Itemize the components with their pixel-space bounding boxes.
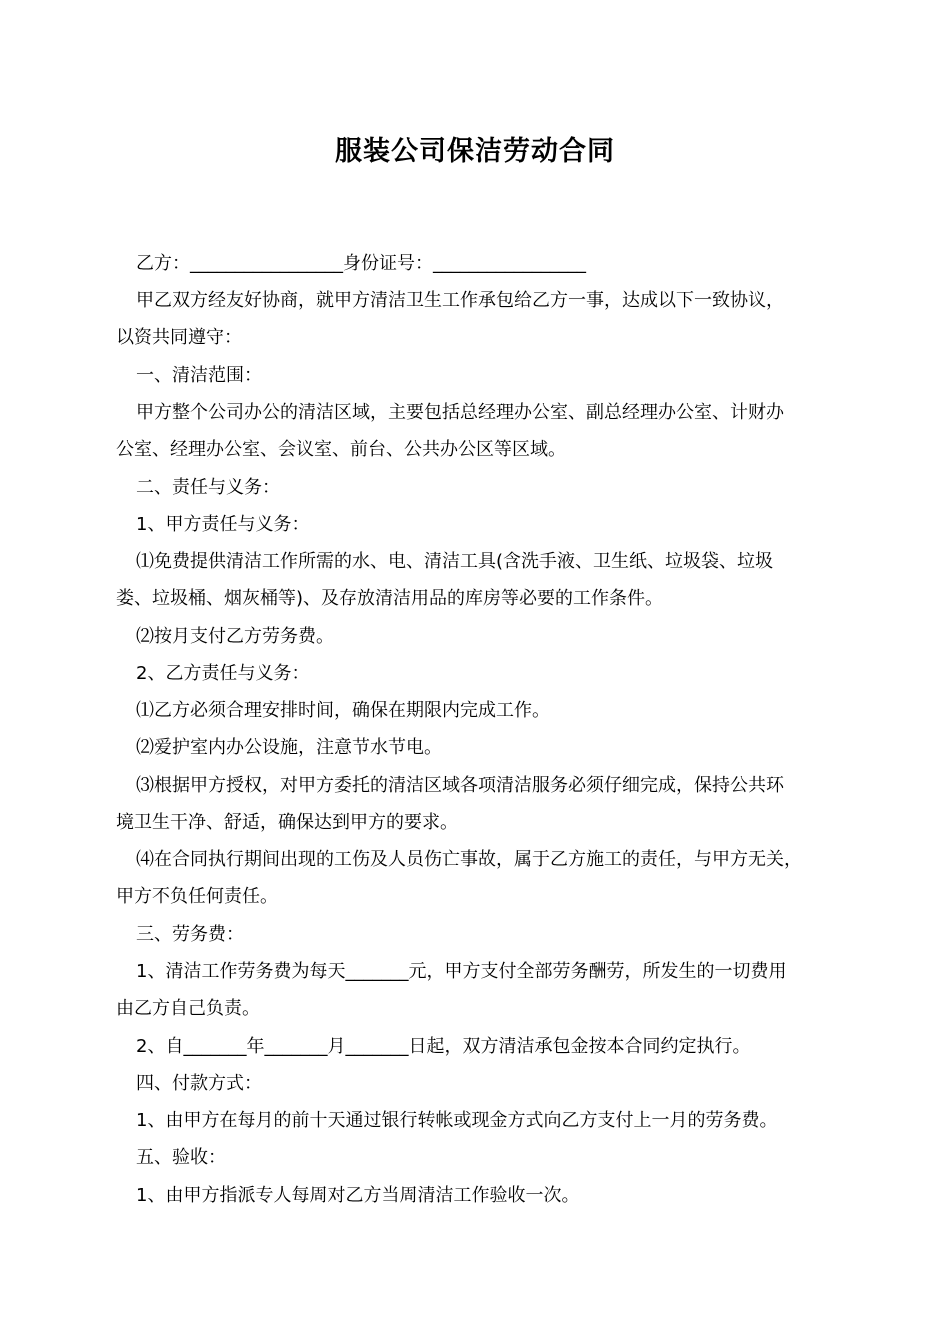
paragraph-line: 以资共同遵守：	[116, 327, 242, 348]
paragraph-line: 由乙方自己负责。	[116, 998, 260, 1019]
paragraph-line: 公室、经理办公室、会议室、前台、公共办公区等区域。	[116, 439, 566, 460]
paragraph-line: 甲乙双方经友好协商，就甲方清洁卫生工作承包给乙方一事，达成以下一致协议，	[136, 290, 784, 311]
subsection-heading: 1、甲方责任与义务：	[136, 514, 310, 535]
paragraph-line: 1、由甲方在每月的前十天通过银行转帐或现金方式向乙方支付上一月的劳务费。	[136, 1110, 778, 1131]
section-heading: 四、付款方式：	[136, 1073, 262, 1094]
party-b-line: 乙方：_________________身份证号：_________________	[136, 253, 586, 274]
paragraph-line: 1、清洁工作劳务费为每天_______元，甲方支付全部劳务酬劳，所发生的一切费用	[136, 961, 787, 982]
paragraph-line: 甲方整个公司办公的清洁区域，主要包括总经理办公室、副总经理办公室、计财办	[136, 402, 784, 423]
paragraph-line: ⑷在合同执行期间出现的工伤及人员伤亡事故，属于乙方施工的责任，与甲方无关，	[136, 849, 802, 870]
paragraph-line: 1、由甲方指派专人每周对乙方当周清洁工作验收一次。	[136, 1185, 580, 1206]
paragraph-line: 境卫生干净、舒适，确保达到甲方的要求。	[116, 812, 458, 833]
paragraph-line: ⑴乙方必须合理安排时间，确保在期限内完成工作。	[136, 700, 550, 721]
paragraph-line: 甲方不负任何责任。	[116, 886, 278, 907]
paragraph-line: ⑴免费提供清洁工作所需的水、电、清洁工具(含洗手液、卫生纸、垃圾袋、垃圾	[136, 551, 774, 572]
subsection-heading: 2、乙方责任与义务：	[136, 663, 310, 684]
document-title: 服装公司保洁劳动合同	[335, 136, 615, 167]
paragraph-line: 娄、垃圾桶、烟灰桶等)、及存放清洁用品的库房等必要的工作条件。	[116, 588, 664, 609]
section-heading: 二、责任与义务：	[136, 477, 280, 498]
paragraph-line: 2、自_______年_______月_______日起，双方清洁承包金按本合同约定执行。	[136, 1036, 751, 1057]
paragraph-line: ⑶根据甲方授权，对甲方委托的清洁区域各项清洁服务必须仔细完成，保持公共环	[136, 775, 784, 796]
paragraph-line: ⑵爱护室内办公设施，注意节水节电。	[136, 737, 442, 758]
section-heading: 五、验收：	[136, 1147, 226, 1168]
section-heading: 一、清洁范围：	[136, 365, 262, 386]
paragraph-line: ⑵按月支付乙方劳务费。	[136, 626, 334, 647]
section-heading: 三、劳务费：	[136, 924, 244, 945]
